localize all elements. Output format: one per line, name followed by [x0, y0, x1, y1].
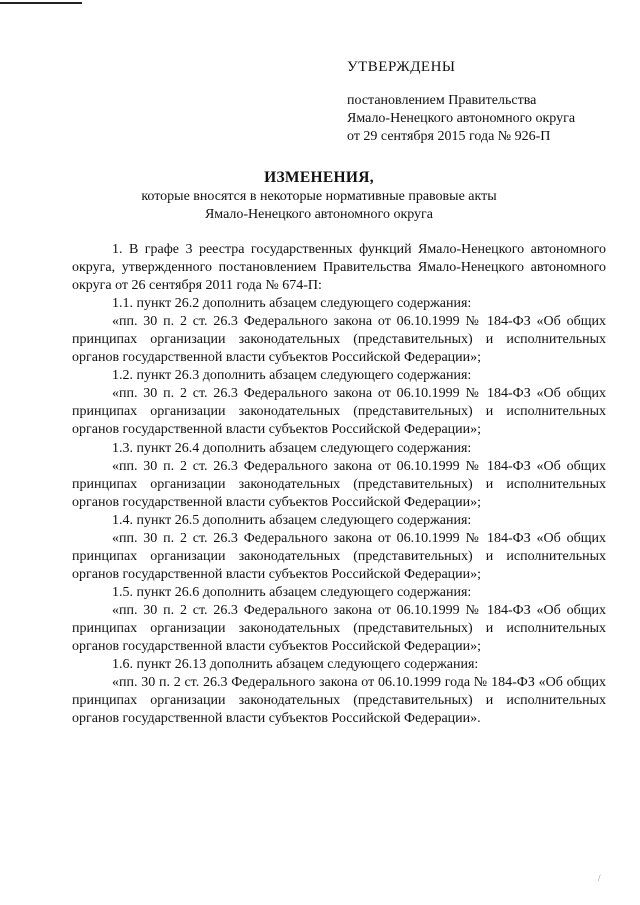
approval-line: от 29 сентября 2015 года № 926-П — [347, 129, 551, 144]
item-text: «пп. 30 п. 2 ст. 26.3 Федерального закона от 06.10.1999 № 184-ФЗ «Об общих принципах организации законодательных (представительных) и исполнительных органов государственной власти субъектов Российской Федерации»; — [72, 386, 606, 438]
approval-line: постановлением Правительства — [347, 93, 537, 108]
item-text: «пп. 30 п. 2 ст. 26.3 Федерального закона от 06.10.1999 № 184-ФЗ «Об общих принципах организации законодательных (представительных) и исполнительных органов государственной власти субъектов Российской Федерации»; — [72, 530, 606, 582]
item-text: «пп. 30 п. 2 ст. 26.3 Федерального закона от 06.10.1999 № 184-ФЗ «Об общих принципах организации законодательных (представительных) и исполнительных органов государственной власти субъектов Российской Федерации»; — [72, 602, 606, 655]
title-block — [72, 168, 566, 224]
item-lead: 1.1. пункт 26.2 дополнить абзацем следующего содержания: — [112, 296, 472, 312]
approval-line: Ямало-Ненецкого автономного округа — [347, 111, 576, 126]
approval-block — [347, 58, 627, 146]
document-title: ИЗМЕНЕНИЯ, — [264, 169, 374, 186]
approval-heading: УТВЕРЖДЕНЫ — [347, 59, 456, 75]
top-rule — [0, 2, 82, 4]
item-text: «пп. 30 п. 2 ст. 26.3 Федерального закона от 06.10.1999 № 184-ФЗ «Об общих принципах организации законодательных (представительных) и исполнительных органов государственной власти субъектов Российской Федерации»; — [72, 458, 606, 510]
item-lead: 1.5. пункт 26.6 дополнить абзацем следующего содержания: — [112, 584, 472, 600]
item-lead: 1.3. пункт 26.4 дополнить абзацем следующего содержания: — [112, 440, 472, 456]
document-subtitle-line: Ямало-Ненецкого автономного округа — [204, 207, 434, 222]
item-lead: 1.2. пункт 26.3 дополнить абзацем следующего содержания: — [112, 368, 472, 384]
item-text: «пп. 30 п. 2 ст. 26.3 Федерального закона от 06.10.1999 № 184-ФЗ «Об общих принципах организации законодательных (представительных) и исполнительных органов государственной власти субъектов Российской Федерации»; — [72, 314, 606, 366]
item-text: «пп. 30 п. 2 ст. 26.3 Федерального закона от 06.10.1999 года № 184-ФЗ «Об общих принципах организации законодательных (представительных) и исполнительных органов государственной власти субъектов Российской Федерации». — [72, 675, 606, 727]
item-lead: 1.4. пункт 26.5 дополнить абзацем следующего содержания: — [112, 512, 472, 528]
scan-mark: / — [598, 873, 601, 883]
item-lead: 1.6. пункт 26.13 дополнить абзацем следующего содержания: — [112, 657, 479, 673]
document-subtitle-line: которые вносятся в некоторые нормативные правовые акты — [141, 189, 497, 204]
document-body — [72, 241, 606, 728]
intro-paragraph: 1. В графе 3 реестра государственных функций Ямало-Ненецкого автономного округа, утвержденного постановлением Правительства Ямало-Ненецкого автономного округа от 26 сентября 2011 года № 674-П: — [72, 242, 606, 294]
